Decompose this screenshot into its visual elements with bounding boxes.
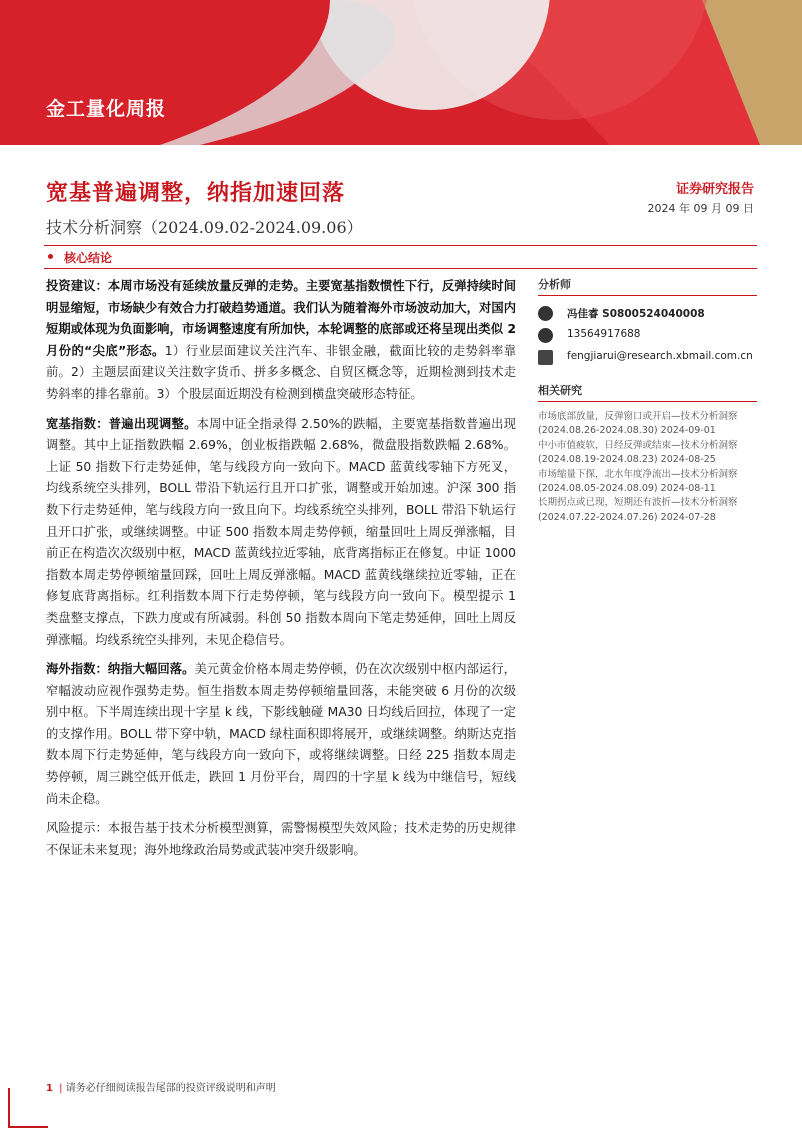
bullet-icon: [48, 254, 53, 259]
broad-index-text: 本周中证全指录得 2.50%的跌幅，主要宽基指数普遍出现调整。其中上证指数跌幅 2.69%，创业板指跌幅 2.68%，微盘股指数跌幅 2.68%。上证 50 指数下行走势延伸，笔与线段方向一致向下。MACD 蓝黄线零轴下方死叉，均线系统空头排列，BOLL 带沿下轨运行且开口扩张，调整或开始加速。沪深 300 指数下行走势延伸，笔与线段方向一致且向下。均线系统空头排列，BOLL 带沿下轨运行且开口扩张，或继续调整。中证 500 指数本周走势停顿，缩量回吐上周反弹涨幅，目前正在构造次次级别中枢，MACD 蓝黄线拉近零轴，底背离指标正在修复。中证 1000 指数本周走势停顿缩量回踩，回吐上周反弹涨幅。MACD 蓝黄线继续拉近零轴，正在修复底背离指标。红利指数本周下行走势停顿，笔与线段方向一致向下。模型提示 1 类盘整支撑点，下跌力度或有所减弱。科创 50 指数本周向下笔走势延伸，回吐上周反弹涨幅。均线系统空头排列，未见企稳信号。: [46, 416, 516, 647]
related-item[interactable]: 中小市值疲软，日经反弹或结束—技术分析洞察(2024.08.19-2024.08.23) 2024-08-25: [538, 439, 738, 466]
analyst-phone: 13564917688: [567, 328, 641, 340]
investment-advice-head: 投资建议：本周市场没有延续放量反弹的走势。主要宽基指数惯性下行，反弹持续时间明显缩短，市场缺少有效合力打破趋势通道。我们认为随着海外市场波动加大，对国内短期或体现为负面影响，市场调整速度有所加快，本轮调整的底部或还将呈现出类似 2 月份的“尖底”形态。: [46, 279, 516, 358]
report-title: 宽基普遍调整，纳指加速回落: [46, 180, 346, 206]
mail-icon: [538, 350, 553, 365]
related-heading: 相关研究: [538, 382, 757, 402]
phone-icon: [538, 328, 553, 343]
banner-graphic: [0, 0, 802, 145]
broad-index-head: 宽基指数：普遍出现调整。: [46, 416, 197, 431]
analyst-phone-row: [538, 326, 757, 348]
corner-decoration: [8, 1088, 48, 1128]
footer: [46, 1079, 276, 1094]
overseas-index-text: 美元黄金价格本周走势停顿，仍在次次级别中枢内部运行，窄幅波动应视作强势走势。恒生指数本周走势停顿缩量回落，未能突破 6 月份的次级别中枢。下半周连续出现十字星 k 线，下影线触碰 MA30 日均线后回拉，体现了一定的支撑作用。BOLL 带下穿中轨，MACD 绿柱面积即将展开，或继续调整。纳斯达克指数本周下行走势延伸，笔与线段方向一致向下，或将继续调整。日经 225 指数本周走势停顿，周三跳空低开低走，跌回 1 月份平台，周四的十字星 k 线为中继信号，短线尚未企稳。: [46, 662, 516, 806]
header-banner: [0, 0, 802, 145]
main-body: [46, 276, 516, 869]
risk-warning: 风险提示：本报告基于技术分析模型测算，需警惕模型失效风险；技术走势的历史规律不保证未来复现；海外地缘政治局势或武装冲突升级影响。: [46, 821, 516, 857]
report-type: 证券研究报告: [675, 182, 754, 197]
section-label: 核心结论: [64, 251, 113, 265]
person-icon: [538, 306, 553, 321]
report-date: 2024 年 09 月 09 日: [647, 202, 754, 215]
page-number: 1: [46, 1083, 53, 1094]
report-subtitle: 技术分析洞察（2024.09.02-2024.09.06）: [46, 218, 363, 237]
sidebar: [538, 276, 757, 525]
broad-index: [46, 414, 516, 652]
investment-advice-text: 1）行业层面建议关注汽车、非银金融，截面比较的走势斜率靠前。2）主题层面建议关注数字货币、拼多多概念、自贸区概念等，近期检测到技术走势斜率的排名靠前。3）个股层面近期没有检测到横盘突破形态特征。: [46, 343, 516, 401]
brand-title: 金工量化周报: [46, 98, 167, 120]
footer-disclaimer: 请务必仔细阅读报告尾部的投资评级说明和声明: [65, 1083, 276, 1094]
related-item[interactable]: 市场底部放量，反弹窗口或开启—技术分析洞察(2024.08.26-2024.08.30) 2024-09-01: [538, 411, 738, 437]
analyst-email-row: [538, 348, 757, 370]
analyst-name: 冯佳睿 S0800524040008: [567, 308, 705, 320]
overseas-index-head: 海外指数：纳指大幅回落。: [46, 662, 195, 677]
related-item[interactable]: 市场缩量下探，北水年度净流出—技术分析洞察(2024.08.05-2024.08.09) 2024-08-11: [538, 468, 738, 495]
footer-divider: |: [59, 1083, 63, 1094]
section-header: [44, 245, 757, 269]
investment-advice: [46, 276, 516, 406]
related-item[interactable]: 长期拐点或已现，短期还有波折—技术分析洞察(2024.07.22-2024.07.26) 2024-07-28: [538, 497, 738, 523]
related-list: [538, 410, 757, 525]
analyst-name-row: [538, 304, 757, 326]
analyst-heading: 分析师: [538, 276, 757, 296]
analyst-email[interactable]: fengjiarui@research.xbmail.com.cn: [567, 350, 753, 362]
overseas-index: [46, 659, 516, 810]
